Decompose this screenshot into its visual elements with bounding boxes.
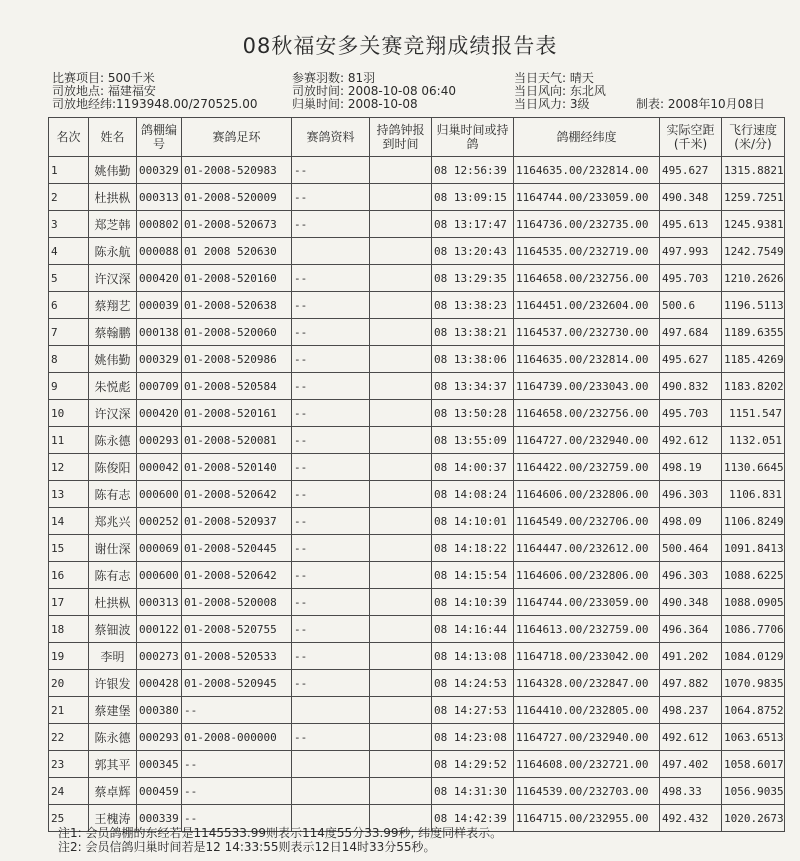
table-row [49,751,785,778]
cell-loft-id: 000339 [137,805,182,832]
cell-ring: 01-2008-520986 [182,346,292,373]
cell-clock-report [370,562,432,589]
cell-return-time: 08 14:08:24 [432,481,514,508]
cell-speed: 1196.5113 [722,292,785,319]
cell-distance: 492.612 [660,724,722,751]
cell-return-time: 08 13:38:06 [432,346,514,373]
table-row [49,670,785,697]
cell-ring: 01-2008-520642 [182,481,292,508]
cell-ring: 01-2008-520584 [182,373,292,400]
cell-name: 陈有志 [89,562,137,589]
cell-rank: 9 [49,373,89,400]
cell-loft-coords: 1164606.00/232806.00 [514,481,660,508]
cell-distance: 498.09 [660,508,722,535]
cell-loft-id: 000313 [137,589,182,616]
cell-clock-report [370,697,432,724]
cell-name: 李明 [89,643,137,670]
cell-clock-report [370,508,432,535]
header-pigeon-info: 赛鸽资料 [292,118,370,157]
cell-return-time: 08 14:29:52 [432,751,514,778]
cell-speed: 1259.7251 [722,184,785,211]
cell-clock-report [370,373,432,400]
cell-ring: -- [182,805,292,832]
cell-loft-coords: 1164739.00/233043.00 [514,373,660,400]
cell-rank: 24 [49,778,89,805]
cell-rank: 17 [49,589,89,616]
cell-speed: 1315.8821 [722,157,785,184]
cell-loft-id: 000329 [137,157,182,184]
cell-return-time: 08 14:42:39 [432,805,514,832]
cell-speed: 1086.7706 [722,616,785,643]
cell-clock-report [370,454,432,481]
cell-loft-coords: 1164606.00/232806.00 [514,562,660,589]
cell-loft-id: 000600 [137,562,182,589]
cell-clock-report [370,751,432,778]
cell-loft-id: 000138 [137,319,182,346]
cell-clock-report [370,211,432,238]
cell-pigeon-info: -- [292,400,370,427]
cell-clock-report [370,670,432,697]
cell-loft-id: 000428 [137,670,182,697]
cell-loft-coords: 1164613.00/232759.00 [514,616,660,643]
cell-loft-id: 000380 [137,697,182,724]
cell-return-time: 08 14:10:01 [432,508,514,535]
cell-return-time: 08 13:55:09 [432,427,514,454]
cell-distance: 497.402 [660,751,722,778]
cell-distance: 490.348 [660,184,722,211]
cell-name: 蔡卓辉 [89,778,137,805]
cell-loft-coords: 1164736.00/232735.00 [514,211,660,238]
table-row [49,238,785,265]
cell-return-time: 08 13:09:15 [432,184,514,211]
cell-return-time: 08 13:34:37 [432,373,514,400]
cell-pigeon-info [292,697,370,724]
meta-release-coords: 司放地经纬:1193948.00/270525.00 [52,97,258,111]
cell-clock-report [370,535,432,562]
cell-pigeon-info: -- [292,643,370,670]
cell-rank: 6 [49,292,89,319]
cell-return-time: 08 14:31:30 [432,778,514,805]
table-row [49,616,785,643]
cell-clock-report [370,481,432,508]
cell-name: 陈俊阳 [89,454,137,481]
cell-distance: 497.993 [660,238,722,265]
cell-rank: 21 [49,697,89,724]
cell-speed: 1088.0905 [722,589,785,616]
cell-distance: 495.627 [660,157,722,184]
meta-release-time: 司放时间: 2008-10-08 06:40 [292,84,456,98]
cell-ring: 01-2008-000000 [182,724,292,751]
cell-speed: 1056.9035 [722,778,785,805]
cell-name: 郑兆兴 [89,508,137,535]
cell-rank: 1 [49,157,89,184]
meta-wind-direction: 当日风向: 东北风 [514,84,606,98]
cell-speed: 1242.7549 [722,238,785,265]
cell-pigeon-info [292,751,370,778]
cell-rank: 23 [49,751,89,778]
cell-ring: 01-2008-520445 [182,535,292,562]
cell-loft-id: 000042 [137,454,182,481]
header-loft-coords: 鸽棚经纬度 [514,118,660,157]
cell-name: 杜拱枞 [89,184,137,211]
cell-loft-id: 000329 [137,346,182,373]
cell-rank: 11 [49,427,89,454]
cell-pigeon-info: -- [292,616,370,643]
cell-return-time: 08 13:38:23 [432,292,514,319]
cell-loft-id: 000345 [137,751,182,778]
cell-name: 许汉深 [89,265,137,292]
cell-ring: 01-2008-520081 [182,427,292,454]
cell-ring: 01-2008-520161 [182,400,292,427]
cell-distance: 498.33 [660,778,722,805]
cell-name: 陈有志 [89,481,137,508]
cell-rank: 12 [49,454,89,481]
report-title: 08秋福安多关赛竞翔成绩报告表 [242,34,558,58]
cell-return-time: 08 13:29:35 [432,265,514,292]
cell-rank: 7 [49,319,89,346]
cell-ring: -- [182,697,292,724]
cell-ring: 01-2008-520008 [182,589,292,616]
cell-ring: 01-2008-520642 [182,562,292,589]
cell-pigeon-info: -- [292,562,370,589]
cell-loft-coords: 1164635.00/232814.00 [514,346,660,373]
cell-distance: 495.613 [660,211,722,238]
header-return-time: 归巢时间或持鸽 [432,118,514,157]
cell-loft-coords: 1164537.00/232730.00 [514,319,660,346]
cell-name: 蔡翰鹏 [89,319,137,346]
cell-pigeon-info [292,778,370,805]
cell-speed: 1084.0129 [722,643,785,670]
cell-ring: 01-2008-520755 [182,616,292,643]
cell-rank: 4 [49,238,89,265]
cell-pigeon-info: -- [292,265,370,292]
cell-speed: 1020.2673 [722,805,785,832]
cell-loft-coords: 1164658.00/232756.00 [514,400,660,427]
cell-speed: 1091.8413 [722,535,785,562]
cell-distance: 497.882 [660,670,722,697]
header-ring: 赛鸽足环 [182,118,292,157]
cell-rank: 8 [49,346,89,373]
table-row [49,373,785,400]
cell-return-time: 08 14:16:44 [432,616,514,643]
cell-name: 蔡钿波 [89,616,137,643]
cell-pigeon-info: -- [292,589,370,616]
meta-wind-force: 当日风力: 3级 [514,97,590,111]
cell-distance: 490.832 [660,373,722,400]
cell-return-time: 08 13:50:28 [432,400,514,427]
cell-pigeon-info: -- [292,319,370,346]
cell-clock-report [370,319,432,346]
cell-distance: 492.612 [660,427,722,454]
cell-speed: 1210.2626 [722,265,785,292]
cell-rank: 13 [49,481,89,508]
cell-rank: 22 [49,724,89,751]
cell-rank: 19 [49,643,89,670]
cell-clock-report [370,778,432,805]
cell-pigeon-info: -- [292,535,370,562]
cell-distance: 491.202 [660,643,722,670]
table-row [49,400,785,427]
cell-loft-id: 000313 [137,184,182,211]
cell-loft-id: 000459 [137,778,182,805]
cell-loft-coords: 1164328.00/232847.00 [514,670,660,697]
cell-clock-report [370,184,432,211]
cell-loft-id: 000122 [137,616,182,643]
cell-distance: 500.464 [660,535,722,562]
cell-clock-report [370,400,432,427]
header-loft-id: 鸽棚编号 [137,118,182,157]
cell-pigeon-info: -- [292,211,370,238]
cell-loft-id: 000600 [137,481,182,508]
cell-ring: 01-2008-520060 [182,319,292,346]
footnote-2: 注2: 会员信鸽归巢时间若是12 14:33:55则表示12日14时33分55秒。 [58,840,436,854]
cell-loft-coords: 1164549.00/232706.00 [514,508,660,535]
table-row [49,427,785,454]
cell-loft-id: 000088 [137,238,182,265]
cell-distance: 496.364 [660,616,722,643]
cell-loft-coords: 1164718.00/233042.00 [514,643,660,670]
cell-loft-coords: 1164635.00/232814.00 [514,157,660,184]
meta-event: 比赛项目: 500千米 [52,71,155,85]
cell-return-time: 08 14:18:22 [432,535,514,562]
table-row [49,157,785,184]
cell-clock-report [370,643,432,670]
cell-speed: 1088.6225 [722,562,785,589]
meta-weather: 当日天气: 晴天 [514,71,594,85]
cell-ring: 01 2008 520630 [182,238,292,265]
table-row [49,454,785,481]
cell-rank: 3 [49,211,89,238]
cell-loft-coords: 1164608.00/232721.00 [514,751,660,778]
table-row [49,211,785,238]
cell-loft-coords: 1164715.00/232955.00 [514,805,660,832]
table-row [49,319,785,346]
table-row [49,697,785,724]
cell-speed: 1151.547 [722,400,785,427]
cell-speed: 1058.6017 [722,751,785,778]
header-distance: 实际空距(千米) [660,118,722,157]
cell-return-time: 08 14:27:53 [432,697,514,724]
cell-loft-coords: 1164422.00/232759.00 [514,454,660,481]
cell-clock-report [370,238,432,265]
cell-loft-id: 000420 [137,265,182,292]
cell-ring: 01-2008-520160 [182,265,292,292]
cell-name: 蔡翔艺 [89,292,137,319]
cell-name: 蔡建堡 [89,697,137,724]
meta-entries: 参赛羽数: 81羽 [292,71,376,85]
cell-distance: 492.432 [660,805,722,832]
cell-clock-report [370,427,432,454]
cell-rank: 2 [49,184,89,211]
cell-clock-report [370,265,432,292]
cell-loft-id: 000420 [137,400,182,427]
cell-loft-id: 000802 [137,211,182,238]
cell-distance: 496.303 [660,562,722,589]
cell-rank: 10 [49,400,89,427]
header-speed: 飞行速度(米/分) [722,118,785,157]
table-row [49,778,785,805]
cell-rank: 20 [49,670,89,697]
cell-pigeon-info: -- [292,157,370,184]
cell-loft-id: 000252 [137,508,182,535]
cell-ring: 01-2008-520937 [182,508,292,535]
cell-loft-coords: 1164451.00/232604.00 [514,292,660,319]
cell-rank: 5 [49,265,89,292]
cell-pigeon-info: -- [292,670,370,697]
cell-name: 郭其平 [89,751,137,778]
cell-loft-id: 000709 [137,373,182,400]
cell-return-time: 08 12:56:39 [432,157,514,184]
cell-name: 谢仕深 [89,535,137,562]
header-name: 姓名 [89,118,137,157]
cell-loft-coords: 1164744.00/233059.00 [514,589,660,616]
cell-clock-report [370,292,432,319]
cell-speed: 1106.831 [722,481,785,508]
cell-loft-id: 000069 [137,535,182,562]
cell-ring: 01-2008-520983 [182,157,292,184]
cell-ring: 01-2008-520533 [182,643,292,670]
cell-return-time: 08 14:10:39 [432,589,514,616]
table-row [49,481,785,508]
cell-pigeon-info: -- [292,346,370,373]
cell-speed: 1183.8202 [722,373,785,400]
cell-name: 朱悦彪 [89,373,137,400]
cell-clock-report [370,589,432,616]
table-row [49,535,785,562]
cell-pigeon-info: -- [292,454,370,481]
cell-name: 陈永德 [89,724,137,751]
cell-clock-report [370,346,432,373]
cell-name: 许汉深 [89,400,137,427]
cell-distance: 490.348 [660,589,722,616]
cell-loft-coords: 1164539.00/232703.00 [514,778,660,805]
footnote-1: 注1: 会员鸽棚的东经若是1145533.99则表示114度55分33.99秒, 纬度同样表示。 [58,826,503,840]
cell-return-time: 08 14:15:54 [432,562,514,589]
cell-loft-id: 000273 [137,643,182,670]
cell-name: 姚伟勤 [89,346,137,373]
header-clock-report: 持鸽钟报到时间 [370,118,432,157]
cell-return-time: 08 14:23:08 [432,724,514,751]
cell-speed: 1063.6513 [722,724,785,751]
cell-name: 郑芝韩 [89,211,137,238]
cell-pigeon-info: -- [292,481,370,508]
header-rank: 名次 [49,118,89,157]
cell-loft-coords: 1164410.00/232805.00 [514,697,660,724]
cell-ring: -- [182,751,292,778]
cell-speed: 1185.4269 [722,346,785,373]
cell-ring: 01-2008-520140 [182,454,292,481]
cell-loft-id: 000293 [137,427,182,454]
cell-pigeon-info [292,238,370,265]
cell-distance: 498.19 [660,454,722,481]
cell-speed: 1130.6645 [722,454,785,481]
cell-loft-coords: 1164447.00/232612.00 [514,535,660,562]
cell-speed: 1132.051 [722,427,785,454]
cell-loft-coords: 1164535.00/232719.00 [514,238,660,265]
footnotes [58,826,502,854]
results-table [48,117,785,832]
cell-rank: 18 [49,616,89,643]
table-row [49,265,785,292]
cell-pigeon-info: -- [292,724,370,751]
cell-speed: 1106.8249 [722,508,785,535]
cell-pigeon-info: -- [292,508,370,535]
cell-distance: 500.6 [660,292,722,319]
cell-return-time: 08 13:20:43 [432,238,514,265]
cell-pigeon-info: -- [292,427,370,454]
cell-name: 王槐涛 [89,805,137,832]
cell-name: 陈永航 [89,238,137,265]
cell-clock-report [370,616,432,643]
cell-distance: 497.684 [660,319,722,346]
cell-distance: 495.627 [660,346,722,373]
table-row [49,508,785,535]
cell-rank: 16 [49,562,89,589]
cell-return-time: 08 14:13:08 [432,643,514,670]
meta-made-date: 制表: 2008年10月08日 [636,97,765,111]
table-row [49,724,785,751]
cell-ring: 01-2008-520673 [182,211,292,238]
cell-clock-report [370,157,432,184]
table-row [49,562,785,589]
cell-distance: 496.303 [660,481,722,508]
table-row [49,292,785,319]
cell-loft-coords: 1164727.00/232940.00 [514,427,660,454]
table-row [49,184,785,211]
cell-return-time: 08 13:17:47 [432,211,514,238]
cell-speed: 1070.9835 [722,670,785,697]
cell-rank: 25 [49,805,89,832]
table-row [49,346,785,373]
cell-loft-id: 000293 [137,724,182,751]
meta-release-place: 司放地点: 福建福安 [52,84,156,98]
cell-rank: 15 [49,535,89,562]
cell-name: 许银发 [89,670,137,697]
cell-pigeon-info: -- [292,184,370,211]
cell-ring: 01-2008-520945 [182,670,292,697]
cell-clock-report [370,724,432,751]
results-body [49,157,785,832]
table-row [49,589,785,616]
cell-ring: 01-2008-520638 [182,292,292,319]
cell-speed: 1064.8752 [722,697,785,724]
cell-return-time: 08 14:00:37 [432,454,514,481]
cell-return-time: 08 13:38:21 [432,319,514,346]
table-row [49,643,785,670]
cell-loft-coords: 1164658.00/232756.00 [514,265,660,292]
cell-speed: 1245.9381 [722,211,785,238]
cell-name: 姚伟勤 [89,157,137,184]
cell-name: 杜拱枞 [89,589,137,616]
table-header-row [49,118,785,157]
cell-loft-coords: 1164727.00/232940.00 [514,724,660,751]
cell-distance: 498.237 [660,697,722,724]
cell-ring: -- [182,778,292,805]
cell-rank: 14 [49,508,89,535]
cell-loft-id: 000039 [137,292,182,319]
cell-distance: 495.703 [660,400,722,427]
cell-pigeon-info: -- [292,292,370,319]
cell-ring: 01-2008-520009 [182,184,292,211]
cell-name: 陈永德 [89,427,137,454]
cell-return-time: 08 14:24:53 [432,670,514,697]
cell-distance: 495.703 [660,265,722,292]
cell-speed: 1189.6355 [722,319,785,346]
meta-return-time: 归巢时间: 2008-10-08 [292,97,418,111]
cell-loft-coords: 1164744.00/233059.00 [514,184,660,211]
cell-pigeon-info: -- [292,373,370,400]
